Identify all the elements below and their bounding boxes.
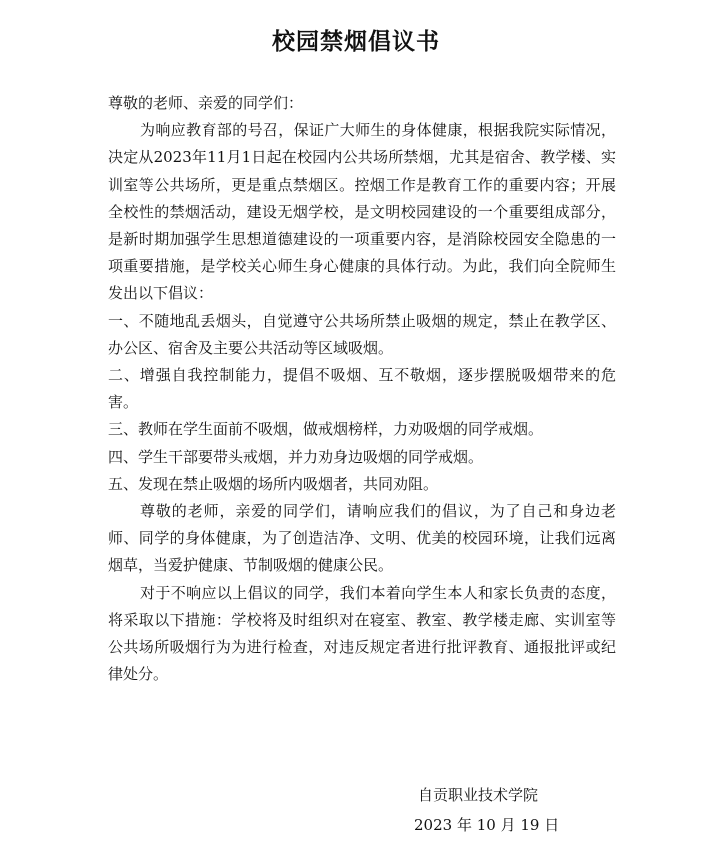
proposal-item-3: 三、教师在学生面前不吸烟，做戒烟榜样，力劝吸烟的同学戒烟。 [108,420,544,439]
proposal-item-2: 二、增强自我控制能力，提倡不吸烟、互不敬烟，逐步摆脱吸烟带来的危害。 [108,366,616,412]
appeal-paragraph: 尊敬的老师，亲爱的同学们，请响应我们的倡议，为了自己和身边老师、同学的身体健康，为了创造洁净、文明、优美的校园环境，让我们远离烟草，当爱护健康、节制吸烟的健康公民。 [108,502,616,575]
document-title: 校园禁烟倡议书 [272,29,440,55]
signature-block [414,780,560,840]
document-body [108,90,616,688]
intro-paragraph: 为响应教育部的号召，保证广大师生的身体健康，根据我院实际情况，决定从2023年11月1日起在校园内公共场所禁烟，尤其是宿舍、教学楼、实训室等公共场所，更是重点禁烟区。控烟工作是教育工作的重要内容；开展全校性的禁烟活动，建设无烟学校，是文明校园建设的一个重要组成部分，是新时期加强学生思想道德建设的一项重要内容，是消除校园安全隐患的一项重要措施，是学校关心师生身心健康的具体行动。为此，我们向全院师生发出以下倡议： [108,121,616,303]
proposal-item-5: 五、发现在禁止吸烟的场所内吸烟者，共同劝阻。 [108,474,439,493]
measures-paragraph: 对于不响应以上倡议的同学，我们本着向学生本人和家长负责的态度，将采取以下措施：学校将及时组织对在寝室、教室、教学楼走廊、实训室等公共场所吸烟行为为进行检查，对违反规定者进行批评教育、通报批评或纪律处分。 [108,583,616,684]
proposal-item-4: 四、学生干部要带头戒烟，并力劝身边吸烟的同学戒烟。 [108,447,484,466]
signature-organization: 自贡职业技术学院 [418,786,539,804]
signature-date: 2023 年 10 月 19 日 [414,816,560,834]
salutation: 尊敬的老师、亲爱的同学们： [108,94,304,112]
proposal-item-1: 一、不随地乱丢烟头，自觉遵守公共场所禁止吸烟的规定，禁止在教学区、办公区、宿舍及主要公共活动等区域吸烟。 [108,311,616,357]
